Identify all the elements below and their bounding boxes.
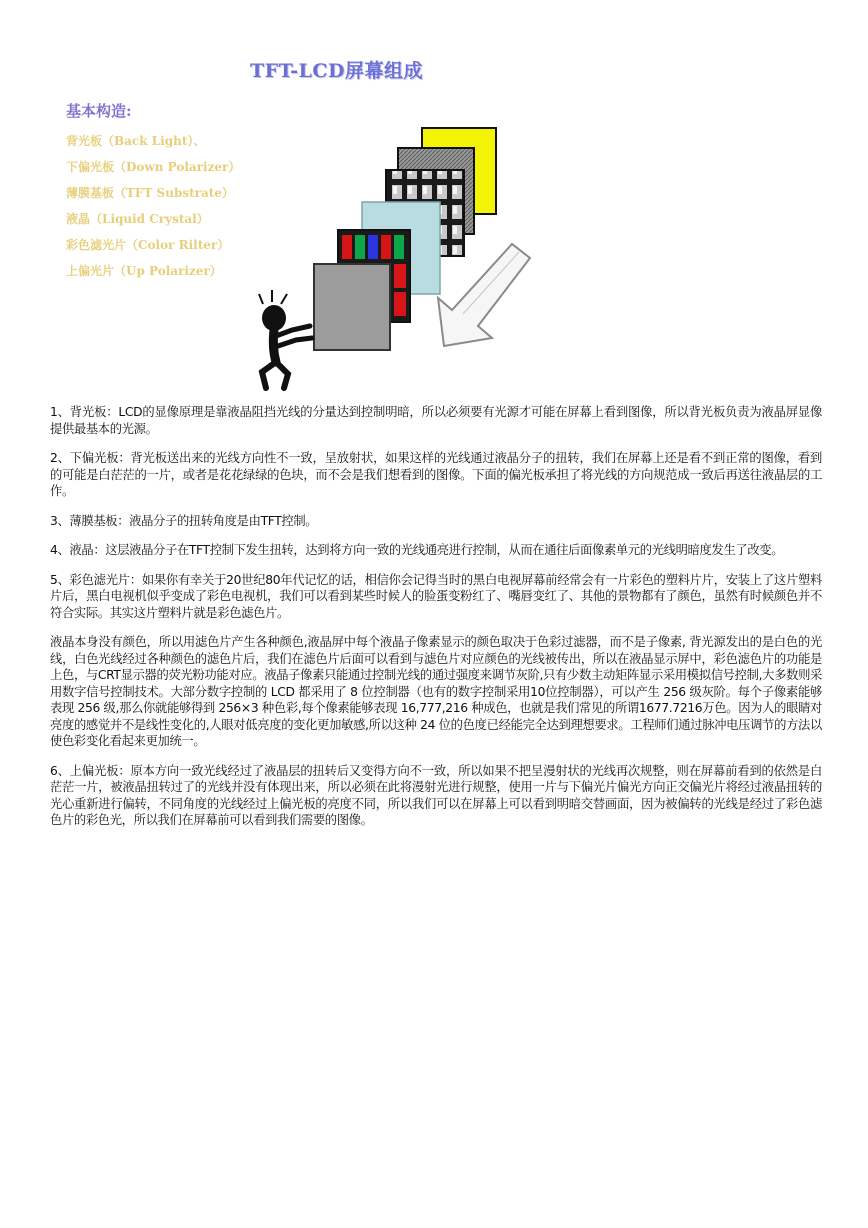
layer-label-back-light: 背光板（Back Light）、 bbox=[66, 134, 206, 148]
tft-lcd-structure-figure bbox=[60, 42, 540, 394]
layer-label-color-filter: 彩色滤光片（Color Rilter） bbox=[66, 238, 230, 252]
structure-heading: 基本构造: bbox=[66, 102, 132, 120]
paragraph-up-polarizer: 6、上偏光板：原本方向一致光线经过了液晶层的扭转后又变得方向不一致，所以如果不把呈漫射状的光线再次规整，则在屏幕前看到的依然是白茫茫一片，被液晶扭转过了的光线并没有体现出来，所以必须在此将漫射光进行规整，使用一片与下偏光片偏光方向正交偏光片将经过液晶扭转的光心重新进行偏转，不同角度的光线经过上偏光板的亮度不同，所以我们可以在屏幕上可以看到明暗交替画面，因为被偏转的光线是经过了彩色滤色片的彩色光，所以我们在屏幕前可以看到我们需要的图像。 bbox=[50, 763, 822, 827]
article-body bbox=[50, 404, 822, 842]
up-polarizer-layer bbox=[314, 264, 390, 350]
paragraph-back-light: 1、背光板：LCD的显像原理是靠液晶阻挡光线的分量达到控制明暗，所以必须要有光源才可能在屏幕上看到图像，所以背光板负责为液晶屏显像提供最基本的光源。 bbox=[50, 405, 822, 436]
stick-figure-icon bbox=[259, 290, 312, 388]
paragraph-liquid-crystal: 4、液晶：这层液晶分子在TFT控制下发生扭转，达到将方向一致的光线通亮进行控制，从而在通往后面像素单元的光线明暗度发生了改变。 bbox=[50, 543, 784, 557]
layer-list bbox=[66, 128, 240, 284]
paragraph-down-polarizer: 2、下偏光板：背光板送出来的光线方向性不一致，呈放射状，如果这样的光线通过液晶分子的扭转，我们在屏幕上还是看不到正常的图像，看到的可能是白茫茫的一片，或者是花花绿绿的色块，而不会是我们想看到的图像。下面的偏光板承担了将光线的方向规范成一致后再送往液晶层的工作。 bbox=[50, 451, 822, 498]
figure-title: TFT-LCD屏幕组成 bbox=[250, 60, 423, 82]
layer-label-liquid-crystal: 液晶（Liquid Crystal） bbox=[66, 212, 209, 226]
layer-label-down-polarizer: 下偏光板（Down Polarizer） bbox=[66, 160, 241, 174]
paragraph-color-filter: 5、彩色滤光片：如果你有幸关于20世纪80年代记忆的话，相信你会记得当时的黑白电视屏幕前经常会有一片彩色的塑料片片，安装上了这片塑料片后，黑白电视机似乎变成了彩色电视机，我们可以看到某些时候人的脸蛋变粉红了、嘴唇变红了、其他的景物都有了颜色，虽然有时候颜色并不符合实际。其实这片塑料片就是彩色滤色片。 bbox=[50, 572, 822, 620]
paragraph-tft-substrate: 3、薄膜基板：液晶分子的扭转角度是由TFT控制。 bbox=[50, 513, 318, 528]
layer-label-tft-substrate: 薄膜基板（TFT Substrate） bbox=[66, 186, 234, 200]
paragraph-color-explanation: 液晶本身没有颜色，所以用滤色片产生各种颜色,液晶屏中每个液晶子像素显示的颜色取决于色彩过滤器，而不是子像素, 背光源发出的是白色的光线，白色光线经过各种颜色的滤色片后，我们在滤色片后面可以看到与滤色片对应颜色的光线被传出，所以在液晶显示屏中，彩色滤色片的功能是上色，与CRT显示器的荧光粉功能对应。液晶子像素只能通过控制光线的通过强度来调节灰阶,只有少数主动矩阵显示采用模拟信号控制,大多数则采用数字信号控制技术。大部分数字控制的 LCD 都采用了 8 位控制器（也有的数字控制采用10位控制器），可以产生 256 级灰阶。每个子像素能够表现 256 级,那么你就能够得到 256×3 种色彩,每个像素能够表现 16,777,216 种成色，也就是我们常见的所谓1677.7216万色。因为人的眼睛对亮度的感觉并不是线性变化的,人眼对低亮度的变化更加敏感,所以这种 24 位的色度已经能完全达到理想要求。工程师们通过脉冲电压调节的方法以使色彩变化看起来更加统一。 bbox=[50, 635, 822, 748]
layer-label-up-polarizer: 上偏光片（Up Polarizer） bbox=[66, 264, 222, 278]
arrow-icon bbox=[438, 244, 530, 346]
